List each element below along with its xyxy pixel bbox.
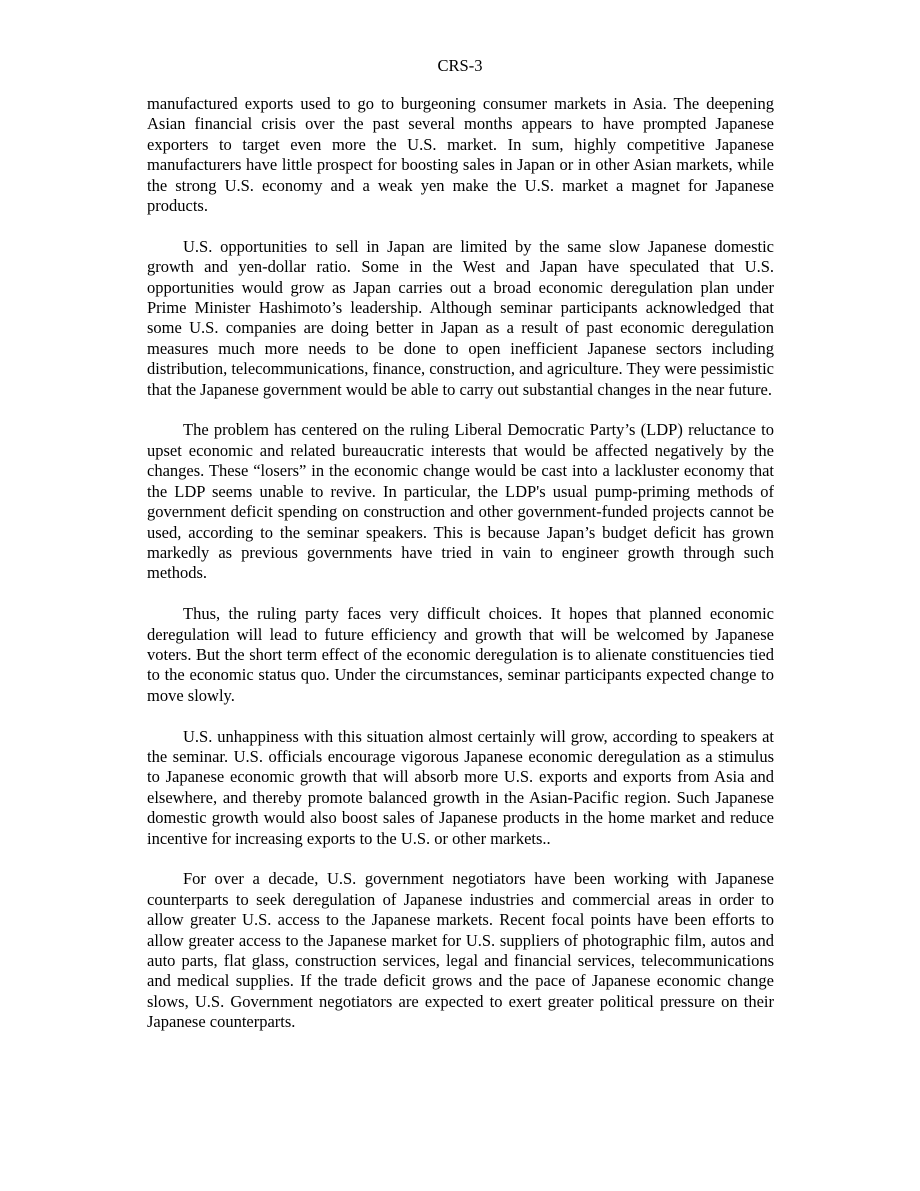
paragraph-us-negotiators: For over a decade, U.S. government negotiators have been working with Japanese counterparts to seek deregulation of Japanese industries and commercial areas in order to allow greater U.S. access to the Japanese markets. Recent focal points have been efforts to allow greater access to the Japanese market for U.S. suppliers of photographic film, autos and auto parts, flat glass, construction services, legal and financial services, telecommunications and medical supplies. If the trade deficit grows and the pace of Japanese economic change slows, U.S. Government negotiators are expected to exert greater political pressure on their Japanese counterparts. — [147, 869, 774, 1032]
page-number-header: CRS-3 — [437, 56, 483, 75]
document-body — [147, 94, 774, 1053]
paragraph-us-opportunities: U.S. opportunities to sell in Japan are limited by the same slow Japanese domestic growth and yen-dollar ratio. Some in the West and Japan have speculated that U.S. opportunities would grow as Japan carries out a broad economic deregulation plan under Prime Minister Hashimoto’s leadership. Although seminar participants acknowledged that some U.S. companies are doing better in Japan as a result of past economic deregulation measures much more needs to be done to open inefficient Japanese sectors including distribution, telecommunications, finance, construction, and agriculture. They were pessimistic that the Japanese government would be able to carry out substantial changes in the near future. — [147, 236, 774, 399]
paragraph-us-unhappiness: U.S. unhappiness with this situation almost certainly will grow, according to speakers at the seminar. U.S. officials encourage vigorous Japanese economic deregulation as a stimulus to Japanese economic growth that will absorb more U.S. exports and exports from Asia and elsewhere, and thereby promote balanced growth in the Asian-Pacific region. Such Japanese domestic growth would also boost sales of Japanese products in the home market and reduce incentive for increasing exports to the U.S. or other markets.. — [147, 726, 774, 848]
paragraph-continuation: manufactured exports used to go to burgeoning consumer markets in Asia. The deepening Asian financial crisis over the past several months appears to have prompted Japanese exporters to target even more the U.S. market. In sum, highly competitive Japanese manufacturers have little prospect for boosting sales in Japan or in other Asian markets, while the strong U.S. economy and a weak yen make the U.S. market a magnet for Japanese products. — [147, 94, 774, 216]
paragraph-ldp-problem: The problem has centered on the ruling Liberal Democratic Party’s (LDP) reluctance to upset economic and related bureaucratic interests that would be affected negatively by the changes. These “losers” in the economic change would be cast into a lackluster economy that the LDP seems unable to revive. In particular, the LDP's usual pump-priming methods of government deficit spending on construction and other government-funded projects cannot be used, according to the seminar speakers. This is because Japan’s budget deficit has grown markedly as previous governments have tried in vain to engineer growth through such methods. — [147, 420, 774, 583]
paragraph-ruling-party-choices: Thus, the ruling party faces very difficult choices. It hopes that planned economic deregulation will lead to future efficiency and growth that will be welcomed by Japanese voters. But the short term effect of the economic deregulation is to alienate constituencies tied to the economic status quo. Under the circumstances, seminar participants expected change to move slowly. — [147, 604, 774, 705]
